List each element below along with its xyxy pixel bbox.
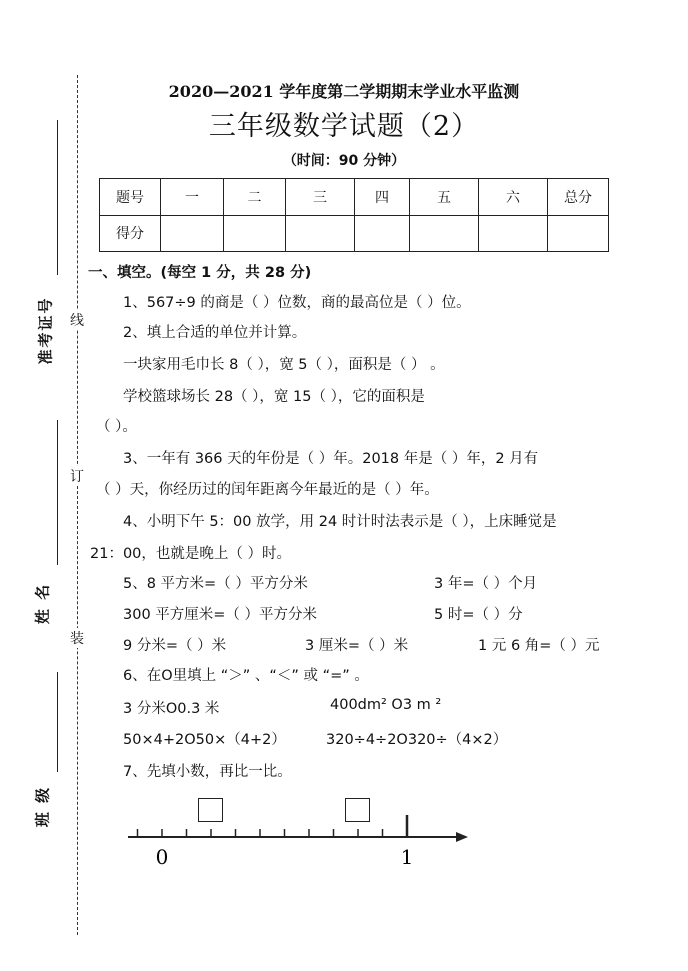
exam-id-underline (57, 120, 58, 275)
score-input-cell[interactable] (548, 215, 609, 252)
score-cell: 五 (410, 179, 479, 216)
question-3a: 3、一年有 366 天的年份是（ ）年。2018 年是（ ）年，2 月有 (123, 451, 539, 467)
score-cell: 题号 (100, 179, 161, 216)
score-cell: 四 (355, 179, 410, 216)
question-2b: 学校篮球场长 28（ ），宽 15（ ），它的面积是 (123, 389, 425, 405)
question-2: 2、填上合适的单位并计算。 (123, 325, 307, 341)
score-input-cell[interactable] (355, 215, 410, 252)
score-input-cell[interactable] (161, 215, 224, 252)
score-cell: 三 (286, 179, 355, 216)
question-7: 7、先填小数，再比一比。 (123, 764, 292, 780)
question-3b: （ ）天，你经历过的闰年距离今年最近的是（ ）年。 (96, 482, 439, 498)
number-line-arrow (456, 832, 468, 842)
binding-mark-line: 线 (70, 310, 84, 330)
exam-time: （时间：90 分钟） (282, 153, 406, 169)
score-input-cell[interactable] (224, 215, 286, 252)
question-2b-cont: （ ）。 (96, 419, 137, 435)
number-line-start-label: 0 (155, 845, 169, 869)
binding-mark-zhuang: 装 (70, 628, 84, 648)
score-table (99, 178, 609, 252)
number-line (120, 790, 480, 880)
number-line-end-label: 1 (400, 845, 414, 869)
score-cell: 二 (224, 179, 286, 216)
exam-title: 三年级数学试题（2） (208, 111, 480, 142)
section-heading: 一、填空。(每空 1 分，共 28 分) (88, 265, 312, 281)
class-label: 班 级 (33, 785, 52, 828)
binding-mark-ding: 订 (70, 466, 84, 486)
score-table-score-row (100, 215, 609, 252)
score-cell: 六 (479, 179, 548, 216)
question-5a-right: 3 年=（ ）个月 (434, 576, 538, 592)
question-4b: 21：00，也就是晚上（ ）时。 (90, 546, 292, 562)
question-6b-right: 320÷4÷2O320÷（4×2） (326, 732, 508, 748)
question-1: 1、567÷9 的商是（ ）位数，商的最高位是（ ）位。 (123, 295, 471, 311)
answer-box-2[interactable] (345, 798, 370, 822)
question-5b-right: 5 时=（ ）分 (434, 607, 523, 623)
question-5a-left: 5、8 平方米=（ ）平方分米 (123, 576, 308, 592)
class-underline (57, 672, 58, 772)
exam-id-label: 准考证号 (36, 296, 55, 365)
score-input-cell[interactable] (410, 215, 479, 252)
question-6a-right: 400dm² O3 m ² (330, 697, 442, 713)
score-table-header-row (100, 179, 609, 216)
question-4a: 4、小明下午 5：00 放学，用 24 时计时法表示是（ ），上床睡觉是 (123, 514, 557, 530)
question-6b-left: 50×4+2O50×（4+2） (123, 732, 286, 748)
question-5c-left: 9 分米=（ ）米 (123, 638, 227, 654)
binding-dashed-line (77, 75, 78, 935)
exam-subtitle: 2020—2021 学年度第二学期期末学业水平监测 (168, 82, 520, 101)
question-6a-left: 3 分米O0.3 米 (123, 701, 220, 717)
answer-box-1[interactable] (198, 798, 223, 822)
question-2a: 一块家用毛巾长 8（ ），宽 5（ ），面积是（ ） 。 (123, 357, 445, 373)
name-label: 姓 名 (33, 582, 52, 625)
question-6: 6、在O里填上 “＞” 、“＜” 或 “=” 。 (123, 668, 369, 684)
score-cell: 得分 (100, 215, 161, 252)
name-underline (57, 420, 58, 565)
score-cell: 总分 (548, 179, 609, 216)
question-5c-mid: 3 厘米=（ ）米 (305, 638, 409, 654)
score-input-cell[interactable] (286, 215, 355, 252)
question-5b-left: 300 平方厘米=（ ）平方分米 (123, 607, 318, 623)
question-5c-right: 1 元 6 角=（ ）元 (478, 638, 600, 654)
score-input-cell[interactable] (479, 215, 548, 252)
score-cell: 一 (161, 179, 224, 216)
